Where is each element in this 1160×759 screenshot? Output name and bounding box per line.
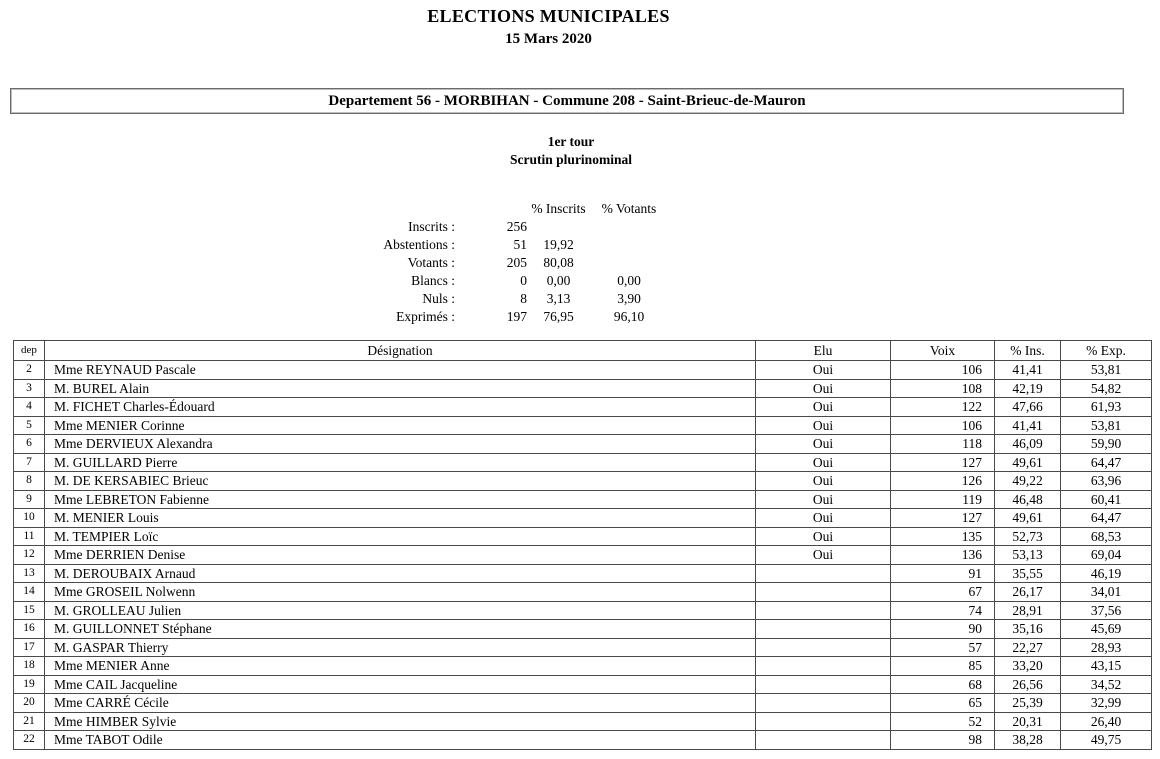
designation-cell: Mme DERRIEN Denise bbox=[45, 546, 756, 565]
elu-cell: Oui bbox=[756, 398, 891, 417]
designation-cell: M. GUILLONNET Stéphane bbox=[45, 620, 756, 639]
pct-exp-cell: 53,81 bbox=[1061, 361, 1152, 380]
voix-cell: 98 bbox=[891, 731, 995, 750]
designation-cell: Mme MENIER Corinne bbox=[45, 416, 756, 435]
pct-exp-cell: 59,90 bbox=[1061, 435, 1152, 454]
pct-exp-cell: 64,47 bbox=[1061, 509, 1152, 528]
elu-cell: Oui bbox=[756, 379, 891, 398]
designation-cell: M. FICHET Charles-Édouard bbox=[45, 398, 756, 417]
dep-cell: 13 bbox=[14, 564, 45, 583]
voix-cell: 57 bbox=[891, 638, 995, 657]
designation-cell: M. GUILLARD Pierre bbox=[45, 453, 756, 472]
table-row bbox=[14, 712, 1152, 731]
pct-exp-cell: 49,75 bbox=[1061, 731, 1152, 750]
pct-ins-cell: 33,20 bbox=[995, 657, 1061, 676]
designation-cell: M. TEMPIER Loïc bbox=[45, 527, 756, 546]
pct-exp-cell: 26,40 bbox=[1061, 712, 1152, 731]
table-row bbox=[14, 490, 1152, 509]
table-row bbox=[14, 564, 1152, 583]
stats-pct-inscrits: 3,13 bbox=[546, 291, 571, 306]
dep-cell: 15 bbox=[14, 601, 45, 620]
dep-cell: 5 bbox=[14, 416, 45, 435]
pct-exp-cell: 43,15 bbox=[1061, 657, 1152, 676]
pct-exp-cell: 28,93 bbox=[1061, 638, 1152, 657]
stats-pct-votants: 3,90 bbox=[617, 291, 641, 306]
table-row bbox=[14, 694, 1152, 713]
dep-cell: 18 bbox=[14, 657, 45, 676]
page-title: ELECTIONS MUNICIPALES bbox=[427, 6, 670, 26]
round-title: 1er tour bbox=[547, 134, 595, 149]
stats-row bbox=[340, 254, 668, 272]
voix-cell: 122 bbox=[891, 398, 995, 417]
elu-cell bbox=[756, 583, 891, 602]
pct-exp-cell: 54,82 bbox=[1061, 379, 1152, 398]
table-row bbox=[14, 583, 1152, 602]
voix-cell: 91 bbox=[891, 564, 995, 583]
voix-cell: 74 bbox=[891, 601, 995, 620]
table-row bbox=[14, 546, 1152, 565]
voix-cell: 68 bbox=[891, 675, 995, 694]
stats-header-row bbox=[340, 200, 668, 218]
pct-exp-cell: 69,04 bbox=[1061, 546, 1152, 565]
elu-cell: Oui bbox=[756, 472, 891, 491]
round-block bbox=[0, 133, 1142, 169]
stats-table bbox=[340, 200, 668, 326]
table-row bbox=[14, 527, 1152, 546]
dep-cell: 21 bbox=[14, 712, 45, 731]
stats-pct-inscrits: 19,92 bbox=[543, 237, 574, 252]
pct-exp-cell: 61,93 bbox=[1061, 398, 1152, 417]
voix-cell: 65 bbox=[891, 694, 995, 713]
stats-value: 256 bbox=[506, 219, 527, 234]
page-date: 15 Mars 2020 bbox=[505, 31, 592, 47]
table-row bbox=[14, 657, 1152, 676]
pct-ins-cell: 42,19 bbox=[995, 379, 1061, 398]
dep-cell: 10 bbox=[14, 509, 45, 528]
stats-label: Inscrits : bbox=[408, 219, 455, 234]
pct-exp-cell: 68,53 bbox=[1061, 527, 1152, 546]
dep-cell: 20 bbox=[14, 694, 45, 713]
designation-cell: M. BUREL Alain bbox=[45, 379, 756, 398]
elu-cell: Oui bbox=[756, 435, 891, 454]
stats-value: 197 bbox=[506, 309, 527, 324]
table-row bbox=[14, 472, 1152, 491]
pct-ins-cell: 35,16 bbox=[995, 620, 1061, 639]
elu-cell: Oui bbox=[756, 490, 891, 509]
pct-ins-cell: 38,28 bbox=[995, 731, 1061, 750]
elu-cell bbox=[756, 731, 891, 750]
stats-label: Votants : bbox=[407, 255, 455, 270]
dep-cell: 14 bbox=[14, 583, 45, 602]
designation-cell: Mme HIMBER Sylvie bbox=[45, 712, 756, 731]
col-header-pct-ins: % Ins. bbox=[995, 341, 1061, 361]
pct-exp-cell: 63,96 bbox=[1061, 472, 1152, 491]
results-table bbox=[13, 340, 1152, 750]
designation-cell: M. GROLLEAU Julien bbox=[45, 601, 756, 620]
stats-pct-votants: 96,10 bbox=[613, 309, 645, 324]
elu-cell bbox=[756, 675, 891, 694]
stats-label: Exprimés : bbox=[396, 309, 455, 324]
designation-cell: Mme CARRÉ Cécile bbox=[45, 694, 756, 713]
pct-ins-cell: 47,66 bbox=[995, 398, 1061, 417]
elu-cell: Oui bbox=[756, 416, 891, 435]
pct-ins-cell: 28,91 bbox=[995, 601, 1061, 620]
stats-value: 51 bbox=[513, 237, 527, 252]
dep-cell: 3 bbox=[14, 379, 45, 398]
col-header-dep: dep bbox=[14, 341, 45, 361]
dep-cell: 19 bbox=[14, 675, 45, 694]
table-row bbox=[14, 675, 1152, 694]
table-row bbox=[14, 731, 1152, 750]
designation-cell: M. DE KERSABIEC Brieuc bbox=[45, 472, 756, 491]
table-row bbox=[14, 398, 1152, 417]
col-header-designation: Désignation bbox=[45, 341, 756, 361]
stats-row bbox=[340, 308, 668, 326]
dep-cell: 16 bbox=[14, 620, 45, 639]
dep-cell: 8 bbox=[14, 472, 45, 491]
stats-value: 0 bbox=[520, 273, 527, 288]
pct-ins-cell: 26,56 bbox=[995, 675, 1061, 694]
col-header-voix: Voix bbox=[891, 341, 995, 361]
col-header-elu: Elu bbox=[756, 341, 891, 361]
stats-value: 205 bbox=[506, 255, 527, 270]
designation-cell: M. MENIER Louis bbox=[45, 509, 756, 528]
table-row bbox=[14, 453, 1152, 472]
voix-cell: 119 bbox=[891, 490, 995, 509]
pct-exp-cell: 53,81 bbox=[1061, 416, 1152, 435]
pct-ins-cell: 41,41 bbox=[995, 361, 1061, 380]
col-header-pct-exp: % Exp. bbox=[1061, 341, 1152, 361]
table-row bbox=[14, 435, 1152, 454]
designation-cell: M. GASPAR Thierry bbox=[45, 638, 756, 657]
elu-cell: Oui bbox=[756, 453, 891, 472]
commune-banner: Departement 56 - MORBIHAN - Commune 208 - Saint-Brieuc-de-Mauron bbox=[328, 93, 806, 109]
voix-cell: 118 bbox=[891, 435, 995, 454]
designation-cell: Mme REYNAUD Pascale bbox=[45, 361, 756, 380]
designation-cell: Mme TABOT Odile bbox=[45, 731, 756, 750]
table-row bbox=[14, 361, 1152, 380]
pct-ins-cell: 46,09 bbox=[995, 435, 1061, 454]
table-row bbox=[14, 416, 1152, 435]
pct-ins-cell: 22,27 bbox=[995, 638, 1061, 657]
pct-ins-cell: 53,13 bbox=[995, 546, 1061, 565]
pct-ins-cell: 26,17 bbox=[995, 583, 1061, 602]
pct-exp-cell: 64,47 bbox=[1061, 453, 1152, 472]
title-block bbox=[0, 6, 1097, 48]
dep-cell: 4 bbox=[14, 398, 45, 417]
voix-cell: 108 bbox=[891, 379, 995, 398]
voix-cell: 127 bbox=[891, 509, 995, 528]
dep-cell: 12 bbox=[14, 546, 45, 565]
elu-cell bbox=[756, 657, 891, 676]
elu-cell bbox=[756, 564, 891, 583]
round-subtitle: Scrutin plurinominal bbox=[510, 152, 632, 167]
pct-exp-cell: 37,56 bbox=[1061, 601, 1152, 620]
dep-cell: 2 bbox=[14, 361, 45, 380]
table-row bbox=[14, 601, 1152, 620]
commune-banner-box bbox=[10, 88, 1124, 114]
voix-cell: 126 bbox=[891, 472, 995, 491]
elu-cell bbox=[756, 712, 891, 731]
pct-exp-cell: 45,69 bbox=[1061, 620, 1152, 639]
table-row bbox=[14, 638, 1152, 657]
elu-cell: Oui bbox=[756, 546, 891, 565]
stats-label: Abstentions : bbox=[383, 237, 455, 252]
dep-cell: 6 bbox=[14, 435, 45, 454]
stats-row bbox=[340, 218, 668, 236]
voix-cell: 67 bbox=[891, 583, 995, 602]
elu-cell: Oui bbox=[756, 361, 891, 380]
voix-cell: 106 bbox=[891, 416, 995, 435]
stats-label: Blancs : bbox=[411, 273, 455, 288]
elu-cell bbox=[756, 601, 891, 620]
designation-cell: Mme LEBRETON Fabienne bbox=[45, 490, 756, 509]
pct-ins-cell: 49,61 bbox=[995, 509, 1061, 528]
pct-exp-cell: 34,01 bbox=[1061, 583, 1152, 602]
table-row bbox=[14, 620, 1152, 639]
pct-exp-cell: 32,99 bbox=[1061, 694, 1152, 713]
designation-cell: Mme MENIER Anne bbox=[45, 657, 756, 676]
dep-cell: 22 bbox=[14, 731, 45, 750]
dep-cell: 17 bbox=[14, 638, 45, 657]
voix-cell: 136 bbox=[891, 546, 995, 565]
stats-pct-inscrits bbox=[527, 218, 590, 236]
stats-header-pct-votants: % Votants bbox=[601, 201, 657, 216]
results-header-row bbox=[14, 341, 1152, 361]
stats-pct-inscrits: 0,00 bbox=[546, 273, 571, 288]
pct-exp-cell: 34,52 bbox=[1061, 675, 1152, 694]
designation-cell: Mme GROSEIL Nolwenn bbox=[45, 583, 756, 602]
designation-cell: Mme DERVIEUX Alexandra bbox=[45, 435, 756, 454]
stats-pct-inscrits: 76,95 bbox=[543, 309, 574, 324]
stats-label: Nuls : bbox=[422, 291, 455, 306]
stats-row bbox=[340, 272, 668, 290]
voix-cell: 106 bbox=[891, 361, 995, 380]
dep-cell: 7 bbox=[14, 453, 45, 472]
pct-ins-cell: 49,61 bbox=[995, 453, 1061, 472]
pct-ins-cell: 46,48 bbox=[995, 490, 1061, 509]
voix-cell: 52 bbox=[891, 712, 995, 731]
pct-ins-cell: 49,22 bbox=[995, 472, 1061, 491]
elu-cell bbox=[756, 694, 891, 713]
voix-cell: 85 bbox=[891, 657, 995, 676]
stats-header-pct-inscrits: % Inscrits bbox=[531, 201, 586, 216]
dep-cell: 9 bbox=[14, 490, 45, 509]
pct-ins-cell: 35,55 bbox=[995, 564, 1061, 583]
dep-cell: 11 bbox=[14, 527, 45, 546]
stats-pct-inscrits: 80,08 bbox=[543, 255, 574, 270]
voix-cell: 90 bbox=[891, 620, 995, 639]
stats-header-spacer bbox=[455, 200, 527, 218]
designation-cell: Mme CAIL Jacqueline bbox=[45, 675, 756, 694]
pct-ins-cell: 25,39 bbox=[995, 694, 1061, 713]
table-row bbox=[14, 379, 1152, 398]
pct-exp-cell: 60,41 bbox=[1061, 490, 1152, 509]
stats-value: 8 bbox=[520, 291, 527, 306]
stats-pct-votants bbox=[590, 218, 668, 236]
stats-pct-votants: 0,00 bbox=[617, 273, 641, 288]
pct-ins-cell: 41,41 bbox=[995, 416, 1061, 435]
table-row bbox=[14, 509, 1152, 528]
stats-pct-votants bbox=[590, 254, 668, 272]
stats-row bbox=[340, 236, 668, 254]
stats-pct-votants bbox=[590, 236, 668, 254]
elu-cell: Oui bbox=[756, 509, 891, 528]
pct-ins-cell: 52,73 bbox=[995, 527, 1061, 546]
voix-cell: 127 bbox=[891, 453, 995, 472]
pct-exp-cell: 46,19 bbox=[1061, 564, 1152, 583]
pct-ins-cell: 20,31 bbox=[995, 712, 1061, 731]
elu-cell bbox=[756, 620, 891, 639]
elu-cell: Oui bbox=[756, 527, 891, 546]
stats-row bbox=[340, 290, 668, 308]
stats-header-spacer bbox=[340, 200, 455, 218]
designation-cell: M. DEROUBAIX Arnaud bbox=[45, 564, 756, 583]
elu-cell bbox=[756, 638, 891, 657]
voix-cell: 135 bbox=[891, 527, 995, 546]
